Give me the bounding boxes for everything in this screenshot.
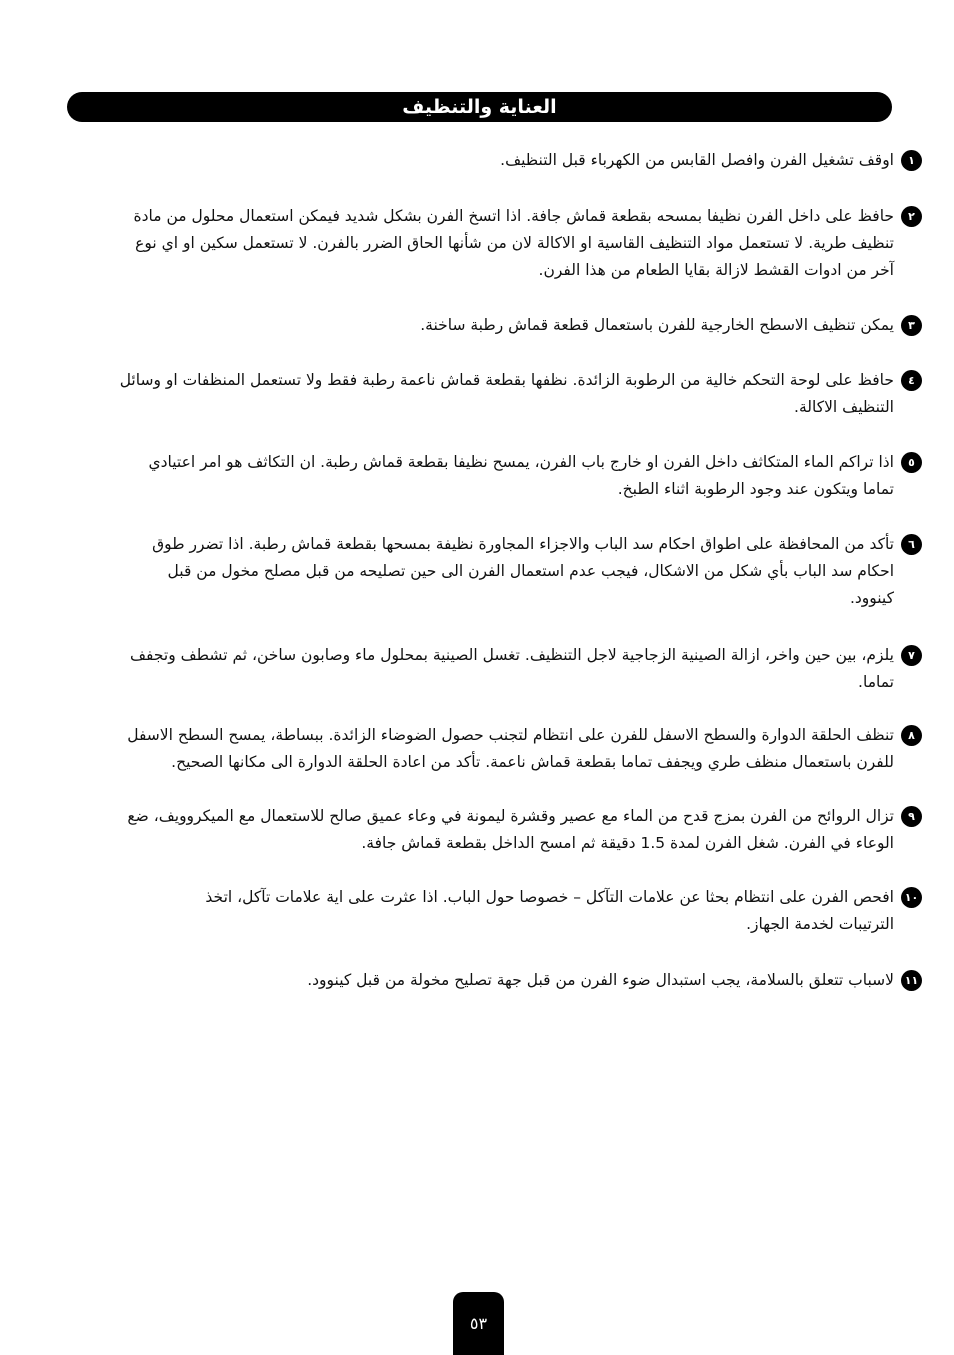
item-text: تأكد من المحافظة على اطواق احكام سد الباب والاجزاء المجاورة نظيفة بمسحها بقطعة قماش رطبة. اذا تضرر طوق احكام سد الباب بأي شكل من الاشكال، فيجب عدم استعمال الفرن الى حين تصليحه من قبل مصلح مخول من قبل كينوود. xyxy=(152,535,894,607)
item-number-badge: ٥ xyxy=(901,452,922,473)
list-item xyxy=(89,722,915,776)
item-number-badge: ٧ xyxy=(901,645,922,666)
list-item xyxy=(114,967,919,994)
list-item xyxy=(149,884,919,938)
list-item xyxy=(114,203,915,284)
item-text: اذا تراكم الماء المتكاثف داخل الفرن او خارج باب الفرن، يمسح نظيفا بقطعة قماش رطبة. ان التكاثف هو امر اعتيادي تماما ويتكون عند وجود الرطوبة اثناء الطبخ. xyxy=(148,453,894,498)
item-number-badge: ٨ xyxy=(901,725,922,746)
item-text: حافظ على داخل الفرن نظيفا بمسحه بقطعة قماش جافة. اذا اتسخ الفرن بشكل شديد فيمكن استعمال محلول من مادة تنظيف طرية. لا تستعمل مواد التنظيف القاسية او الاكالة لان من شأنها الحاق الضرر بالفرن. لا تستعمل سكين او اي نوع آخر من ادوات القشط لازالة بقايا الطعام من هذا الفرن. xyxy=(133,207,894,279)
item-text: يمكن تنظيف الاسطح الخارجية للفرن باستعمال قطعة قماش رطبة ساخنة. xyxy=(420,316,894,334)
item-text: حافظ على لوحة التحكم خالية من الرطوبة الزائدة. نظفها بقطعة قماش ناعمة رطبة فقط ولا تستعمل المنظفات او وسائل التنظيف الاكالة. xyxy=(119,371,894,416)
item-number-badge: ١ xyxy=(901,150,922,171)
section-title: العناية والتنظيف xyxy=(67,92,892,122)
item-text: افحص الفرن على انتظام بحثا عن علامات التآكل – خصوصا حول الباب. اذا عثرت على اية علامات تآكل، اتخذ الترتيبات لخدمة الجهاز. xyxy=(205,888,894,933)
item-number-badge: ٩ xyxy=(901,806,922,827)
item-number-badge: ١١ xyxy=(901,970,922,991)
list-item xyxy=(114,367,915,421)
item-number-badge: ٦ xyxy=(901,534,922,555)
item-number-badge: ٣ xyxy=(901,315,922,336)
item-text: اوقف تشغيل الفرن وافصل القابس من الكهرباء قبل التنظيف. xyxy=(500,151,894,169)
item-number-badge: ١٠ xyxy=(901,887,922,908)
list-item xyxy=(124,642,915,696)
item-number-badge: ٤ xyxy=(901,370,922,391)
list-item xyxy=(114,147,915,174)
list-item xyxy=(124,531,915,612)
item-text: لاسباب تتعلق بالسلامة، يجب استبدال ضوء الفرن من قبل جهة تصليح مخولة من قبل كينوود. xyxy=(307,971,894,989)
list-item xyxy=(114,449,915,503)
list-item xyxy=(114,312,915,339)
item-text: يلزم، بين حين واخر، ازالة الصينية الزجاجية لاجل التنظيف. تغسل الصينية بمحلول ماء وصابون ساخن، ثم تشطف وتجفف تماما. xyxy=(130,646,894,691)
item-number-badge: ٢ xyxy=(901,206,922,227)
page-number: ٥٣ xyxy=(453,1292,504,1355)
item-text: تزال الروائح من الفرن بمزج قدح من الماء مع عصير وقشرة ليمونة في وعاء عميق صالح للاستعمال مع الميكروويف، ضع الوعاء في الفرن. شغل الفرن لمدة 1.5 دقيقة ثم امسح الداخل بقطعة قماش جافة. xyxy=(127,807,894,852)
item-text: تنظف الحلقة الدوارة والسطح الاسفل للفرن على انتظام لتجنب حصول الضوضاء الزائدة. ببساطة، يمسح السطح الاسفل للفرن باستعمال منظف طري ويجفف تماما بقطعة قماش ناعمة. تأكد من اعادة الحلقة الدوارة الى مكانها الصحيح. xyxy=(127,726,894,771)
list-item xyxy=(109,803,915,857)
